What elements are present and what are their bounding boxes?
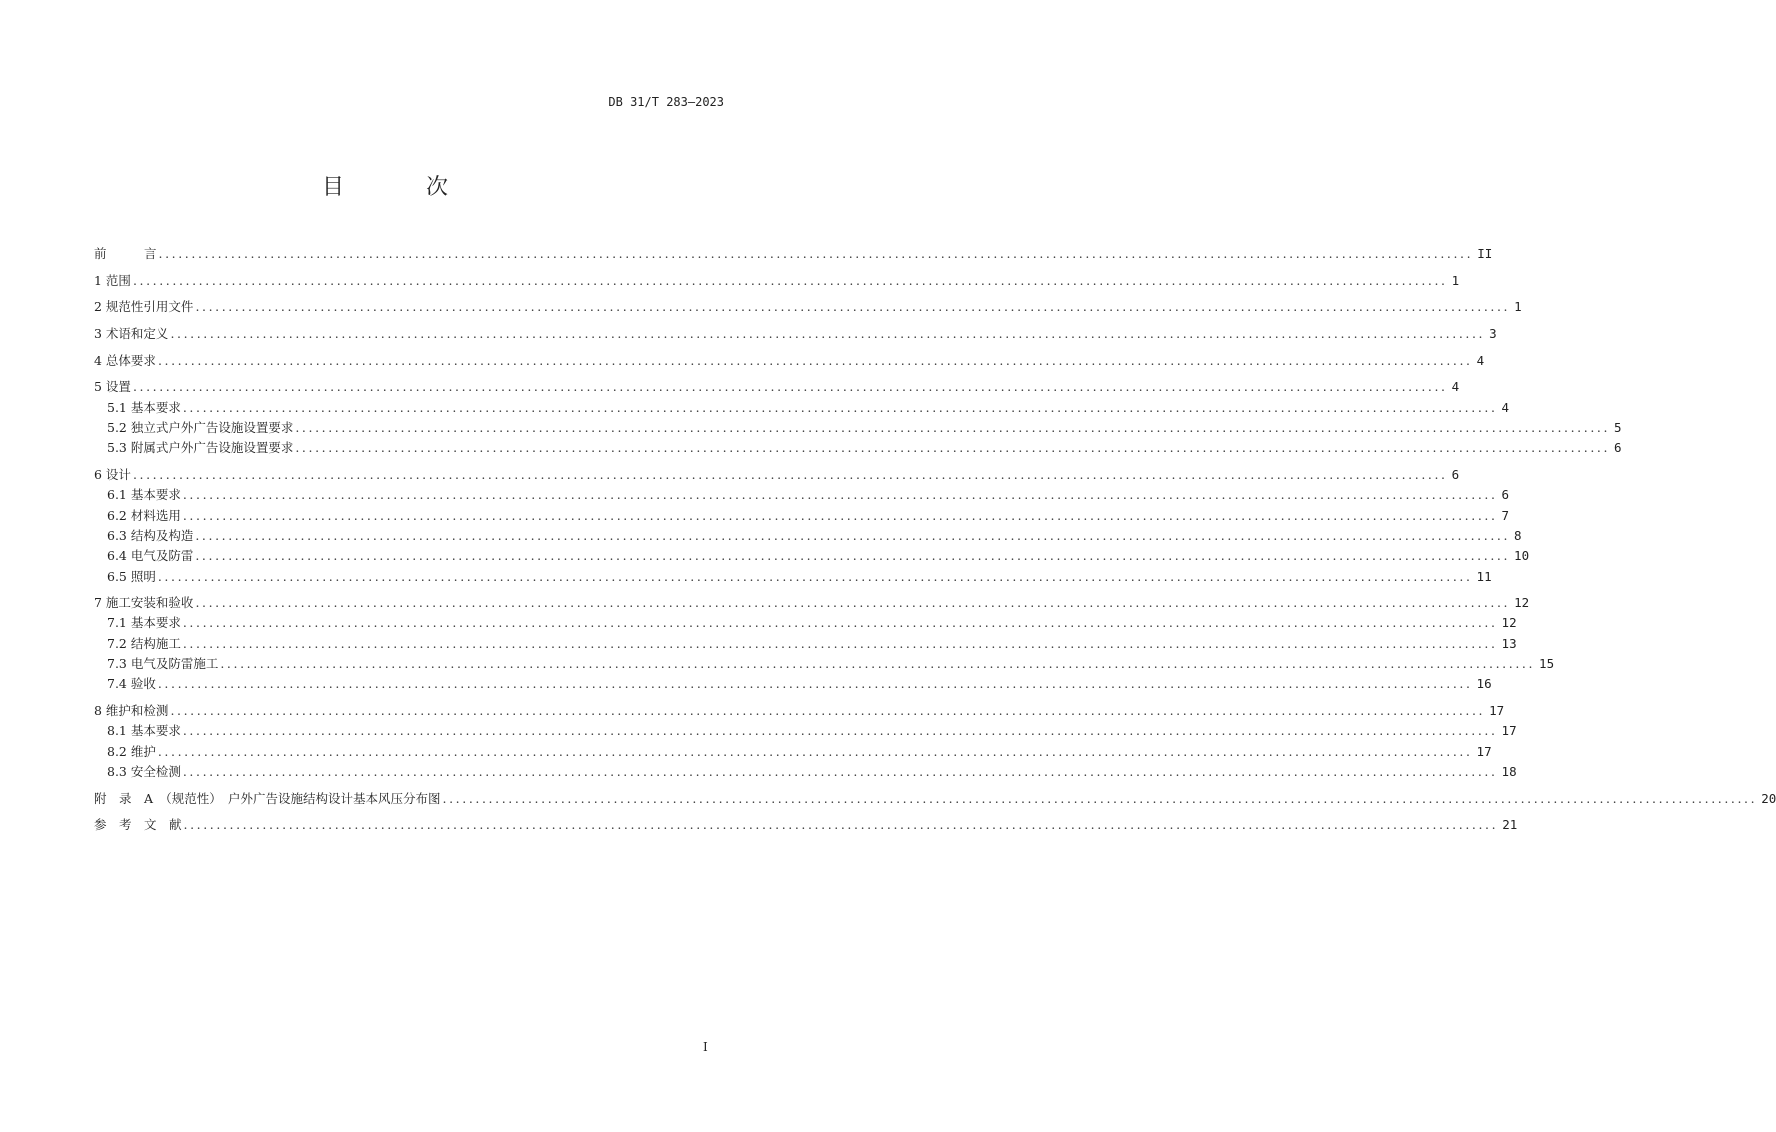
toc-entry-page: 6 bbox=[1614, 440, 1622, 456]
toc-entry-page: II bbox=[1477, 246, 1493, 261]
toc-entry-label: 6.5 照明 bbox=[107, 568, 156, 584]
toc-entry[interactable] bbox=[94, 271, 1460, 291]
dot-leader: ........................................................................................................................................................................................................ bbox=[132, 467, 1448, 483]
dot-leader: ........................................................................................................................................................................................................ bbox=[170, 703, 1486, 719]
toc-entry-label: 5.3 附属式户外广告设施设置要求 bbox=[107, 440, 294, 456]
toc-entry[interactable] bbox=[94, 815, 1518, 835]
toc-entry-label: 6 设计 bbox=[94, 467, 131, 483]
toc-entry-page: 1 bbox=[1451, 272, 1460, 288]
toc-entry-label: 8.2 维护 bbox=[107, 743, 156, 759]
dot-leader: ........................................................................................................................................................................................................ bbox=[182, 399, 1498, 415]
toc-entry-label: 7.4 验收 bbox=[107, 676, 156, 692]
toc-entry-label: 5.1 基本要求 bbox=[107, 399, 181, 415]
document-number: DB 31/T 283—2023 bbox=[608, 95, 724, 109]
toc-entry[interactable] bbox=[94, 654, 1555, 674]
toc-entry-label: 6.3 结构及构造 bbox=[107, 527, 194, 543]
toc-entry-page: 5 bbox=[1614, 420, 1622, 436]
toc-entry-page: 21 bbox=[1502, 817, 1518, 833]
dot-leader: ........................................................................................................................................................................................................ bbox=[132, 272, 1448, 288]
toc-entry[interactable] bbox=[94, 418, 1622, 438]
toc-entry-label: 3 术语和定义 bbox=[94, 326, 169, 342]
dot-leader: ........................................................................................................................................................................................................ bbox=[182, 635, 1498, 651]
dot-leader: ........................................................................................................................................................................................................ bbox=[170, 326, 1486, 342]
dot-leader: ........................................................................................................................................................................................................ bbox=[220, 656, 1536, 672]
toc-entry-label: 6.2 材料选用 bbox=[107, 507, 181, 523]
toc-entry-label: 7 施工安装和验收 bbox=[94, 595, 194, 611]
toc-entry[interactable] bbox=[94, 593, 1530, 613]
toc-entry-label: 5.2 独立式户外广告设施设置要求 bbox=[107, 420, 294, 436]
toc-entry-page: 18 bbox=[1501, 763, 1517, 779]
toc-entry[interactable] bbox=[94, 546, 1530, 566]
toc-entry-label: 5 设置 bbox=[94, 379, 131, 395]
toc-entry[interactable] bbox=[94, 789, 1776, 809]
toc-entry[interactable] bbox=[94, 701, 1505, 721]
toc-entry-page: 20 bbox=[1761, 790, 1776, 806]
toc-entry-label: 7.3 电气及防雷施工 bbox=[107, 656, 219, 672]
dot-leader: ........................................................................................................................................................................................................ bbox=[157, 676, 1473, 692]
toc-entry[interactable] bbox=[94, 506, 1510, 526]
toc-entry-page: 3 bbox=[1489, 326, 1497, 342]
dot-leader: ........................................................................................................................................................................................................ bbox=[442, 790, 1758, 806]
toc-entry-label: 参 考 文 献 bbox=[94, 817, 182, 833]
toc-entry-label: 6.1 基本要求 bbox=[107, 487, 181, 503]
toc-entry[interactable] bbox=[94, 465, 1460, 485]
toc-entry-label: 8.1 基本要求 bbox=[107, 723, 181, 739]
toc-entry-label: 7.1 基本要求 bbox=[107, 615, 181, 631]
toc-entry-page: 12 bbox=[1501, 615, 1517, 631]
toc-entry-label: 1 范围 bbox=[94, 272, 131, 288]
dot-leader: ........................................................................................................................................................................................................ bbox=[195, 595, 1511, 611]
toc-entry-page: 13 bbox=[1501, 635, 1517, 651]
dot-leader: ........................................................................................................................................................................................................ bbox=[182, 507, 1498, 523]
toc-entry[interactable] bbox=[94, 762, 1517, 782]
dot-leader: ........................................................................................................................................................................................................ bbox=[157, 743, 1473, 759]
toc-entry[interactable] bbox=[94, 634, 1517, 654]
toc-entry-label: 6.4 电气及防雷 bbox=[107, 548, 194, 564]
toc-entry-page: 6 bbox=[1501, 487, 1510, 503]
toc-entry[interactable] bbox=[94, 324, 1497, 344]
toc-entry-page: 4 bbox=[1476, 352, 1485, 368]
dot-leader: ........................................................................................................................................................................................................ bbox=[157, 352, 1473, 368]
toc-entry[interactable] bbox=[94, 742, 1492, 762]
toc-entry[interactable] bbox=[94, 674, 1492, 694]
toc-entry-label: 8.3 安全检测 bbox=[107, 763, 181, 779]
dot-leader: ........................................................................................................................................................................................................ bbox=[157, 568, 1473, 584]
dot-leader: ........................................................................................................................................................................................................ bbox=[295, 440, 1611, 456]
toc-entry[interactable] bbox=[94, 438, 1622, 458]
toc-entry[interactable] bbox=[94, 377, 1460, 397]
dot-leader: ........................................................................................................................................................................................................ bbox=[183, 817, 1499, 833]
toc-entry[interactable] bbox=[94, 613, 1517, 633]
toc-entry-label: 4 总体要求 bbox=[94, 352, 156, 368]
dot-leader: ........................................................................................................................................................................................................ bbox=[195, 527, 1511, 543]
toc-entry-page: 11 bbox=[1476, 568, 1492, 584]
toc-entry-page: 6 bbox=[1451, 467, 1460, 483]
dot-leader: ........................................................................................................................................................................................................ bbox=[132, 379, 1448, 395]
toc-entry-page: 12 bbox=[1514, 595, 1530, 611]
toc-entry-label: 2 规范性引用文件 bbox=[94, 299, 194, 315]
toc-entry-page: 17 bbox=[1489, 703, 1505, 719]
toc-entry-label: 前 言 bbox=[94, 246, 157, 261]
toc-entry-page: 8 bbox=[1514, 527, 1522, 543]
toc-entry-page: 4 bbox=[1451, 379, 1460, 395]
dot-leader: ........................................................................................................................................................................................................ bbox=[182, 615, 1498, 631]
table-of-contents bbox=[94, 244, 1776, 836]
dot-leader: ........................................................................................................................................................................................................ bbox=[182, 763, 1498, 779]
dot-leader: ........................................................................................................................................................................................................ bbox=[182, 487, 1498, 503]
toc-entry-page: 4 bbox=[1501, 399, 1510, 415]
toc-entry[interactable] bbox=[94, 398, 1510, 418]
toc-entry-label: 7.2 结构施工 bbox=[107, 635, 181, 651]
dot-leader: ........................................................................................................................................................................................................ bbox=[295, 420, 1611, 436]
toc-entry[interactable] bbox=[94, 297, 1522, 317]
toc-entry-label: 8 维护和检测 bbox=[94, 703, 169, 719]
dot-leader: ........................................................................................................................................................................................................ bbox=[182, 723, 1498, 739]
toc-entry-page: 17 bbox=[1476, 743, 1492, 759]
page-number: I bbox=[703, 1040, 708, 1054]
dot-leader: ........................................................................................................................................................................................................ bbox=[195, 548, 1511, 564]
toc-entry[interactable] bbox=[94, 567, 1492, 587]
toc-entry-page: 15 bbox=[1539, 656, 1555, 672]
toc-entry[interactable] bbox=[94, 526, 1522, 546]
toc-entry[interactable] bbox=[94, 485, 1510, 505]
dot-leader: ........................................................................................................................................................................................................ bbox=[158, 246, 1474, 261]
toc-entry-page: 16 bbox=[1476, 676, 1492, 692]
toc-entry[interactable] bbox=[94, 244, 1493, 264]
dot-leader: ........................................................................................................................................................................................................ bbox=[195, 299, 1511, 315]
toc-entry-page: 17 bbox=[1501, 723, 1517, 739]
toc-entry-page: 7 bbox=[1501, 507, 1510, 523]
page-title: 目 次 bbox=[321, 175, 478, 200]
toc-entry-page: 10 bbox=[1514, 548, 1530, 564]
toc-entry-label: 附 录 A （规范性） 户外广告设施结构设计基本风压分布图 bbox=[94, 790, 441, 806]
toc-entry[interactable] bbox=[94, 351, 1485, 371]
toc-entry-page: 1 bbox=[1514, 299, 1522, 315]
toc-entry[interactable] bbox=[94, 721, 1517, 741]
